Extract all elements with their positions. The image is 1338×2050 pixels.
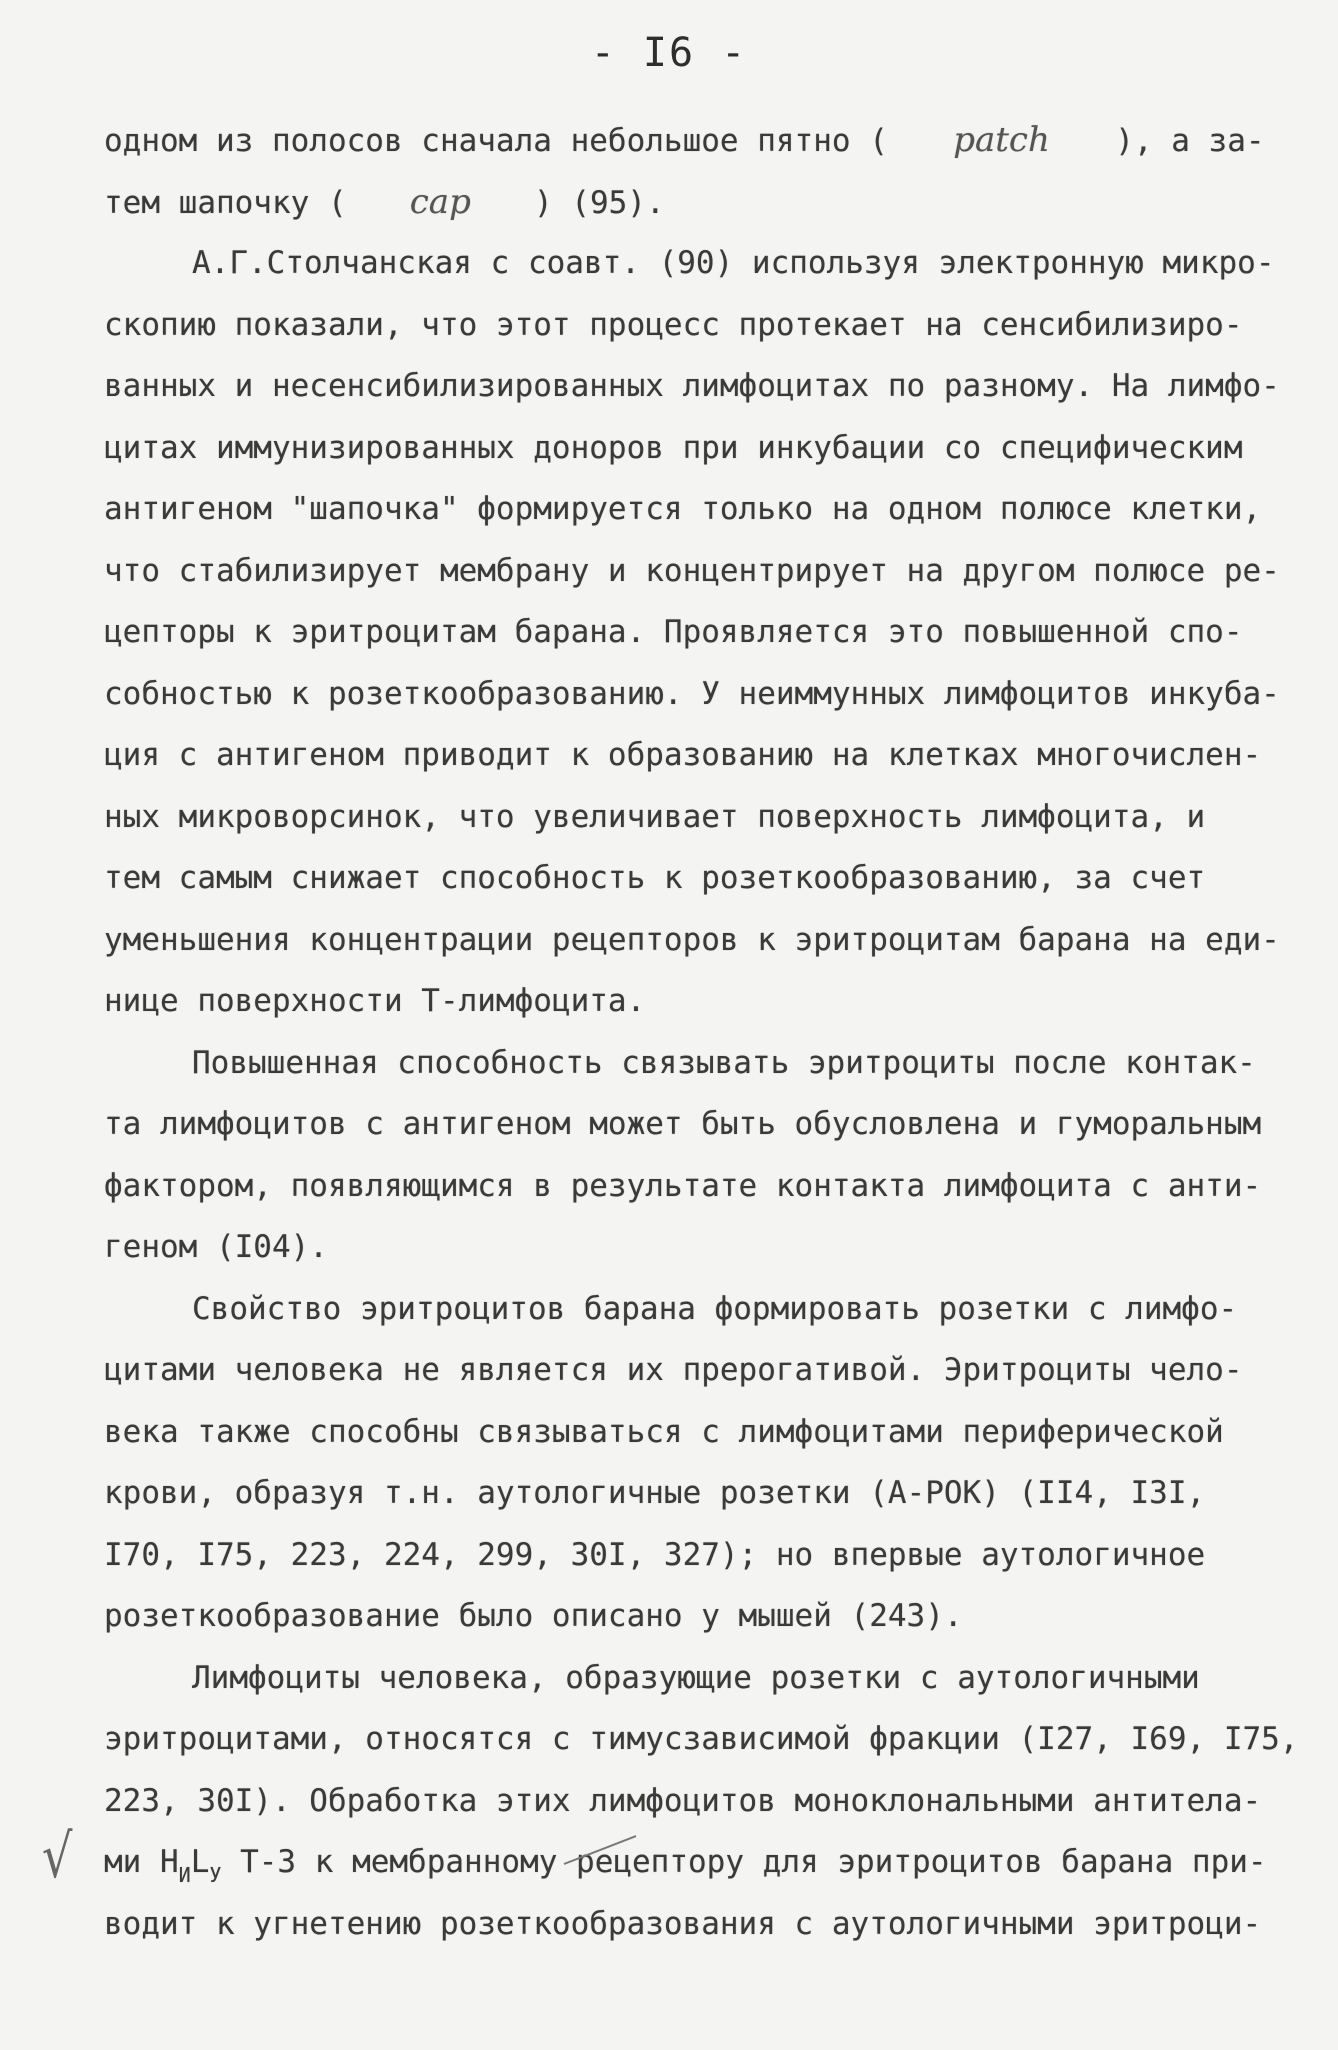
- text-line: антигеном "шапочка" формируется только на одном полюсе клетки,: [104, 491, 1262, 527]
- line-text: одном из полосов сначала небольшое пятно (: [104, 123, 888, 159]
- text-line: А.Г.Столчанская с соавт. (90) используя электронную микро-: [192, 245, 1275, 281]
- line-text: ) (95).: [533, 184, 665, 221]
- line-text: ми Н: [104, 1844, 179, 1880]
- pencil-strikethrough-mark: [560, 1830, 640, 1870]
- text-line: ция с антигеном приводит к образованию на клетках многочислен-: [104, 737, 1262, 773]
- line-text: ), а за-: [1115, 123, 1265, 159]
- handwritten-annotation-patch: patch: [953, 120, 1050, 160]
- text-line: нице поверхности Т-лимфоцита.: [104, 983, 646, 1019]
- text-line: фактором, появляющимся в результате контакта лимфоцита с анти-: [104, 1167, 1262, 1204]
- text-line: ных микроворсинок, что увеличивает поверхность лимфоцита, и: [104, 798, 1206, 835]
- line-text: L: [190, 1844, 210, 1880]
- text-line: цитах иммунизированных доноров при инкубации со специфическим: [104, 429, 1243, 466]
- line-text: тем шапочку (: [104, 184, 347, 221]
- margin-checkmark: √: [41, 1822, 73, 1892]
- text-line: водит к угнетению розеткообразования с аутологичными эритроци-: [104, 1905, 1262, 1942]
- text-line: Свойство эритроцитов барана формировать розетки с лимфо-: [192, 1290, 1238, 1327]
- text-line: уменьшения концентрации рецепторов к эритроцитам барана на еди-: [104, 921, 1280, 958]
- text-line: та лимфоцитов с антигеном может быть обусловлена и гуморальным: [104, 1106, 1262, 1142]
- text-line: Лимфоциты человека, образующие розетки с аутологичными: [192, 1659, 1200, 1696]
- handwritten-annotation-cap: cap: [409, 181, 471, 222]
- text-line: розеткообразование было описано у мышей (243).: [104, 1598, 963, 1634]
- text-line: тем самым снижает способность к розеткообразованию, за счет: [104, 860, 1206, 896]
- text-line: I70, I75, 223, 224, 299, 30I, 327); но впервые аутологичное: [104, 1536, 1206, 1573]
- text-line: Повышенная способность связывать эритроциты после контак-: [192, 1044, 1256, 1081]
- body-text: [104, 110, 1299, 1955]
- text-line: века также способны связываться с лимфоцитами периферической: [104, 1413, 1224, 1450]
- text-line: скопию показали, что этот процесс протекает на сенсибилизиро-: [104, 306, 1243, 343]
- text-line: [104, 172, 1279, 234]
- text-line: [104, 110, 1279, 172]
- text-line: цепторы к эритроцитам барана. Проявляется это повышенной спо-: [104, 614, 1243, 650]
- text-line: крови, образуя т.н. аутологичные розетки (А-РОК) (II4, I3I,: [104, 1475, 1206, 1511]
- subscript: И: [178, 1863, 191, 1887]
- text-line: цитами человека не является их прерогативой. Эритроциты чело-: [104, 1352, 1243, 1388]
- line-text: Т-3 к мембранному рецептору для эритроцитов барана при-: [221, 1844, 1267, 1880]
- text-line: ванных и несенсибилизированных лимфоцитах по разному. На лимфо-: [104, 368, 1280, 404]
- subscript: У: [209, 1863, 222, 1887]
- text-line: собностью к розеткообразованию. У неиммунных лимфоцитов инкуба-: [104, 675, 1280, 712]
- text-line: [104, 1832, 1279, 1894]
- text-line: эритроцитами, относятся с тимусзависимой фракции (I27, I69, I75,: [104, 1721, 1299, 1757]
- text-line: 223, 30I). Обработка этих лимфоцитов моноклональными антитела-: [104, 1782, 1262, 1819]
- text-line: что стабилизирует мембрану и концентрирует на другом полюсе ре-: [104, 552, 1280, 589]
- page-number: - I6 -: [590, 30, 748, 76]
- text-line: геном (I04).: [104, 1229, 328, 1265]
